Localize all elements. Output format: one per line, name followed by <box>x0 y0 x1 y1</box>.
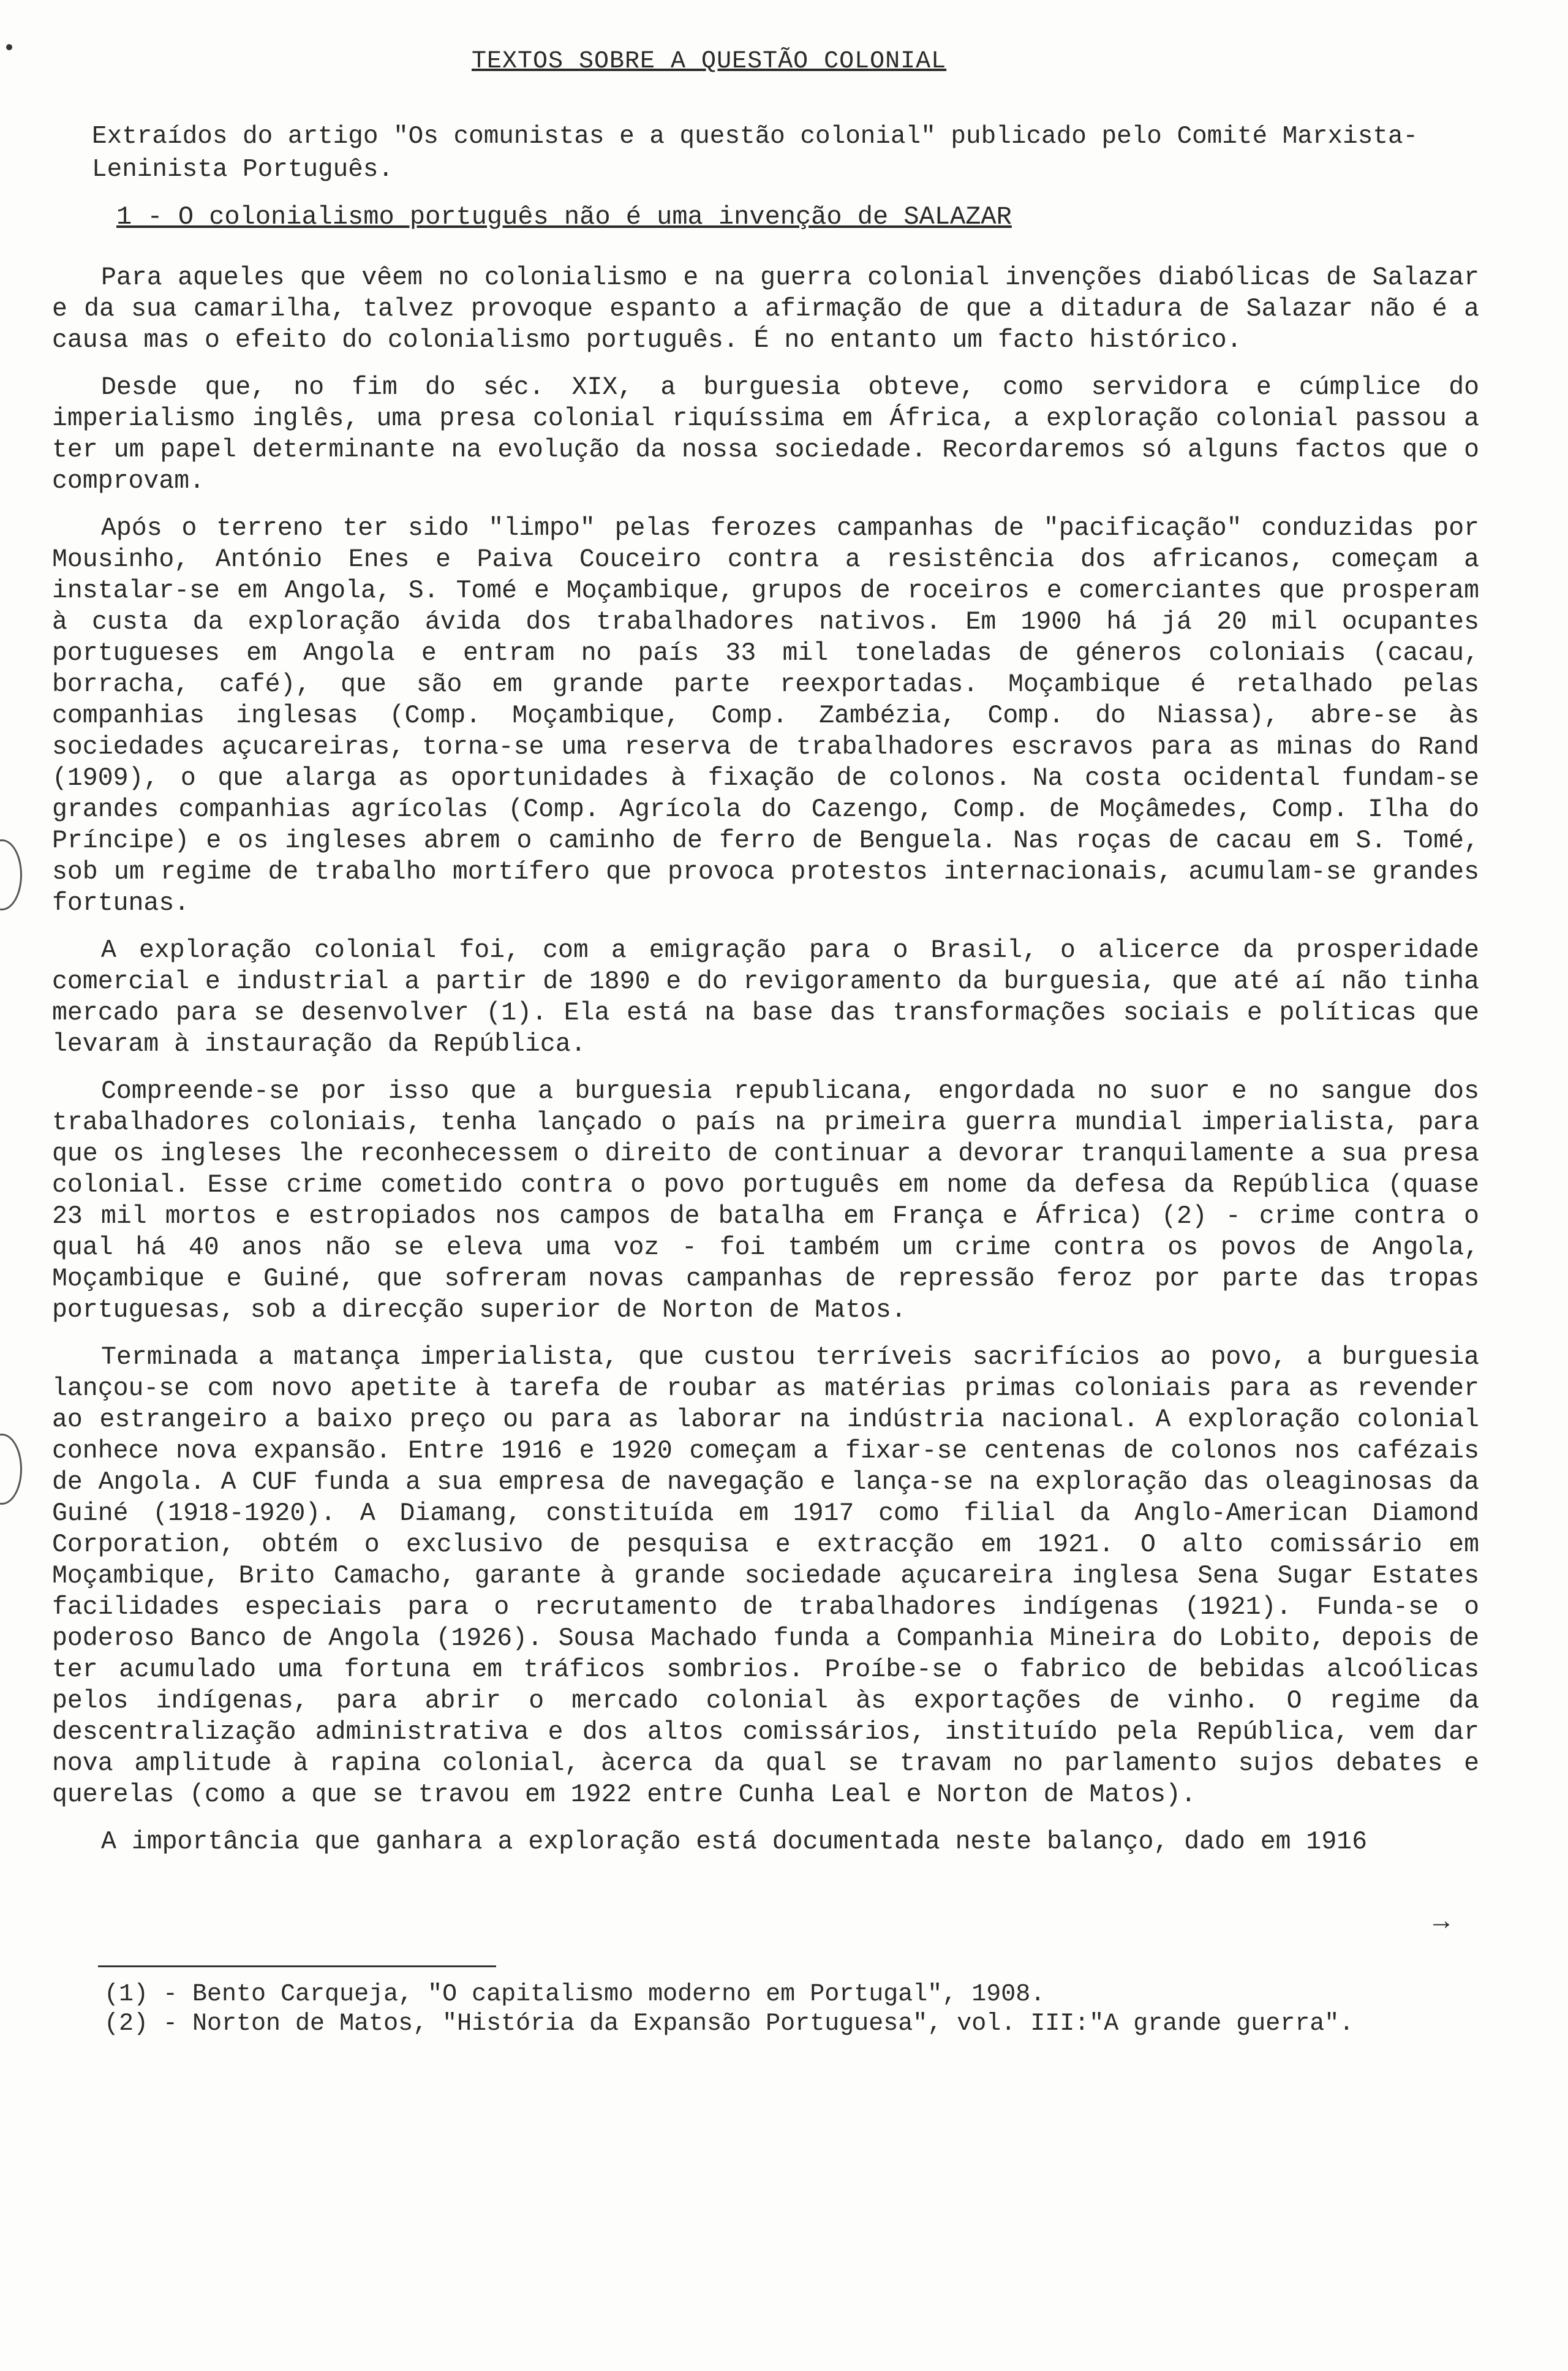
section-heading: 1 - O colonialismo português não é uma invenção de SALAZAR <box>116 202 1012 232</box>
footnote: (1) - Bento Carqueja, "O capitalismo moderno em Portugal", 1908. <box>104 1981 1046 2008</box>
paragraph: Após o terreno ter sido "limpo" pelas ferozes campanhas de "pacificação" conduzidas por Mousinho, António Enes e Paiva Couceiro contra a resistência dos africanos, começam a instalar-se em Angola, S. Tomé e Moçambique, grupos de roceiros e comerciantes que prosperam à custa da exploração ávida dos trabalhadores nativos. Em 1900 há já 20 mil ocupantes portugueses em Angola e entram no país 33 mil toneladas de géneros coloniais (cacau, borracha, café), que são em grande parte reexportadas. Moçambique é retalhado pelas companhias inglesas (Comp. Moçambique, Comp. Zambézia, Comp. do Niassa), abre-se às sociedades açucareiras, torna-se uma reserva de trabalhadores escravos para as minas do Rand (1909), o que alarga as oportunidades à fixação de colonos. Na costa ocidental fundam-se grandes companhias agrícolas (Comp. Agrícola do Cazengo, Comp. de Moçâmedes, Comp. Ilha do Príncipe) e os ingleses abrem o caminho de ferro de Benguela. Nas roças de cacau em S. Tomé, sob um regime de trabalho mortífero que provoca protestos internacionais, acumulam-se grandes fortunas. <box>52 514 1479 918</box>
paragraph: A exploração colonial foi, com a emigração para o Brasil, o alicerce da prosperidade comercial e industrial a partir de 1890 e do revigoramento da burguesia, que até aí não tinha mercado para se desenvolver (1). Ela está na base das transformações sociais e políticas que levaram à instauração da República. <box>52 936 1479 1059</box>
ink-speck <box>6 44 12 50</box>
punch-hole <box>0 839 22 910</box>
intro-text: Extraídos do artigo "Os comunistas e a questão colonial" publicado pelo Comité Marxista-Leninista Português. <box>92 123 1419 184</box>
body-text <box>52 262 1479 1874</box>
paragraph: Para aqueles que vêem no colonialismo e na guerra colonial invenções diabólicas de Salazar e da sua camarilha, talvez provoque espanto a afirmação de que a ditadura de Salazar não é a causa mas o efeito do colonialismo português. É no entanto um facto histórico. <box>52 263 1479 355</box>
punch-hole <box>0 1434 22 1505</box>
footnote: (2) - Norton de Matos, "História da Expansão Portuguesa", vol. III:"A grande guerra". <box>104 2010 1354 2038</box>
page-title: TEXTOS SOBRE A QUESTÃO COLONIAL <box>472 48 947 75</box>
continuation-arrow-icon: → <box>1433 1907 1450 1938</box>
footnotes <box>104 1980 1513 2039</box>
paragraph: Desde que, no fim do séc. XIX, a burguesia obteve, como servidora e cúmplice do imperialismo inglês, uma presa colonial riquíssima em África, a exploração colonial passou a ter um papel determinante na evolução da nossa sociedade. Recordaremos só alguns factos que o comprovam. <box>52 373 1479 496</box>
footnote-divider <box>98 1965 496 1967</box>
paragraph: Compreende-se por isso que a burguesia republicana, engordada no suor e no sangue dos trabalhadores coloniais, tenha lançado o país na primeira guerra mundial imperialista, para que os ingleses lhe reconhecessem o direito de continuar a devorar tranquilamente a sua presa colonial. Esse crime cometido contra o povo português em nome da defesa da República (quase 23 mil mortos e estropiados nos campos de batalha em França e África) (2) - crime contra o qual há 40 anos não se eleva uma voz - foi também um crime contra os povos de Angola, Moçambique e Guiné, que sofreram novas campanhas de repressão feroz por parte das tropas portuguesas, sob a direcção superior de Norton de Matos. <box>52 1077 1479 1325</box>
paragraph: Terminada a matança imperialista, que custou terríveis sacrifícios ao povo, a burguesia lançou-se com novo apetite à tarefa de roubar as matérias primas coloniais para as revender ao estrangeiro a baixo preço ou para as laborar na indústria nacional. A exploração colonial conhece nova expansão. Entre 1916 e 1920 começam a fixar-se centenas de colonos nos cafézais de Angola. A CUF funda a sua empresa de navegação e lança-se na exploração das oleaginosas da Guiné (1918-1920). A Diamang, constituída em 1917 como filial da Anglo-American Diamond Corporation, obtém o exclusivo de pesquisa e extracção em 1921. O alto comissário em Moçambique, Brito Camacho, garante à grande sociedade açucareira inglesa Sena Sugar Estates facilidades especiais para o recrutamento de trabalhadores indígenas (1921). Funda-se o poderoso Banco de Angola (1926). Sousa Machado funda a Companhia Mineira do Lobito, depois de ter acumulado uma fortuna em tráficos sombrios. Proíbe-se o fabrico de bebidas alcoólicas pelos indígenas, para abrir o mercado colonial às exportações de vinho. O regime da descentralização administrativa e dos altos comissários, instituído pela República, vem dar nova amplitude à rapina colonial, àcerca da qual se travam no parlamento sujos debates e querelas (como a que se travou em 1922 entre Cunha Leal e Norton de Matos). <box>52 1343 1479 1809</box>
paragraph: A importância que ganhara a exploração está documentada neste balanço, dado em 1916 <box>101 1828 1368 1856</box>
